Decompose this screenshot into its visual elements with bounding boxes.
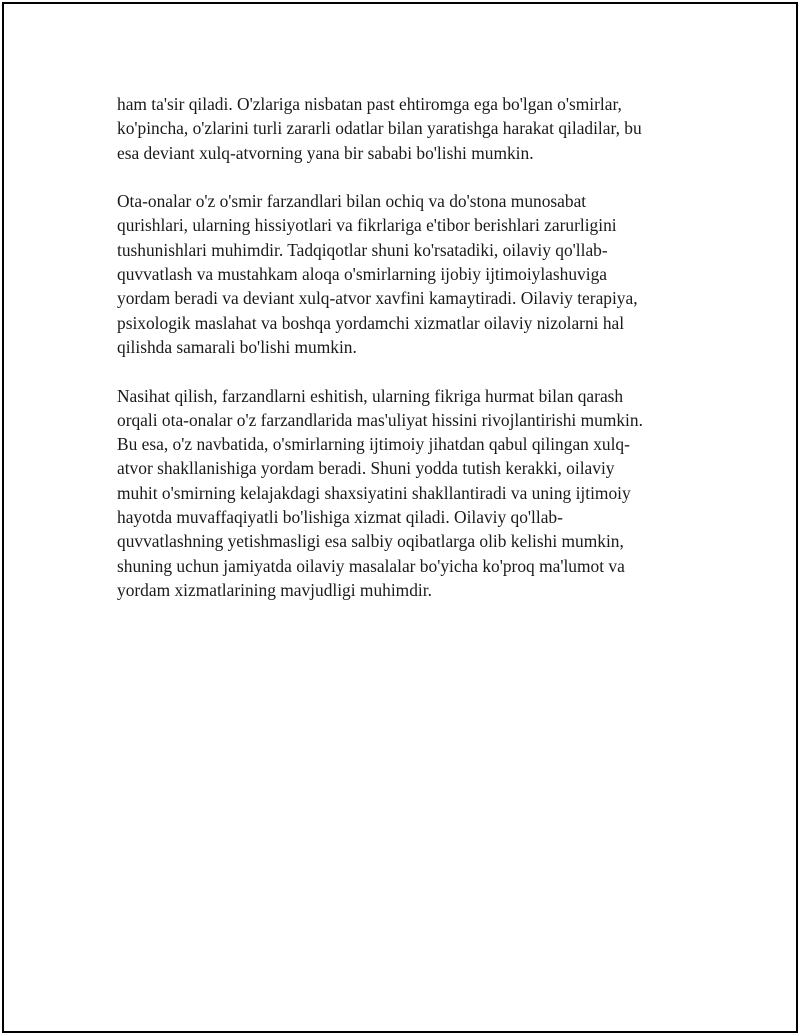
document-body: [117, 92, 677, 627]
text-line: esa deviant xulq-atvorning yana bir sababi bo'lishi mumkin.: [117, 142, 534, 163]
text-line: Nasihat qilish, farzandlarni eshitish, ularning fikriga hurmat bilan qarash: [117, 385, 624, 406]
paragraph-1: [117, 92, 677, 165]
text-line: Bu esa, o'z navbatida, o'smirlarning ijtimoiy jihatdan qabul qilingan xulq-: [117, 434, 630, 455]
text-line: atvor shakllanishiga yordam beradi. Shuni yodda tutish kerakki, oilaviy: [117, 458, 615, 479]
text-line: qurishlari, ularning hissiyotlari va fikrlariga e'tibor berishlari zarurligini: [117, 215, 617, 236]
text-line: shuning uchun jamiyatda oilaviy masalalar bo'yicha ko'proq ma'lumot va: [117, 555, 625, 576]
text-line: muhit o'smirning kelajakdagi shaxsiyatini shakllantiradi va uning ijtimoiy: [117, 482, 631, 503]
text-line: yordam xizmatlarining mavjudligi muhimdir.: [117, 579, 432, 600]
text-line: ham ta'sir qiladi. O'zlariga nisbatan past ehtiromga ega bo'lgan o'smirlar,: [117, 94, 622, 114]
text-line: ko'pincha, o'zlarini turli zararli odatlar bilan yaratishga harakat qiladilar, bu: [117, 118, 642, 139]
text-line: qilishda samarali bo'lishi mumkin.: [117, 336, 357, 357]
paragraph-2: [117, 189, 677, 359]
text-line: Ota-onalar o'z o'smir farzandlari bilan ochiq va do'stona munosabat: [117, 191, 587, 212]
text-line: orqali ota-onalar o'z farzandlarida mas'uliyat hissini rivojlantirishi mumkin.: [117, 409, 643, 430]
text-line: quvvatlash va mustahkam aloqa o'smirlarning ijobiy ijtimoiylashuviga: [117, 264, 607, 285]
paragraph-3: [117, 384, 677, 603]
text-line: quvvatlashning yetishmasligi esa salbiy oqibatlarga olib kelishi mumkin,: [117, 531, 624, 552]
text-line: psixologik maslahat va boshqa yordamchi xizmatlar oilaviy nizolarni hal: [117, 312, 625, 333]
text-line: hayotda muvaffaqiyatli bo'lishiga xizmat qiladi. Oilaviy qo'llab-: [117, 507, 563, 528]
text-line: tushunishlari muhimdir. Tadqiqotlar shuni ko'rsatadiki, oilaviy qo'llab-: [117, 239, 608, 260]
text-line: yordam beradi va deviant xulq-atvor xavfini kamaytiradi. Oilaviy terapiya,: [117, 288, 638, 309]
